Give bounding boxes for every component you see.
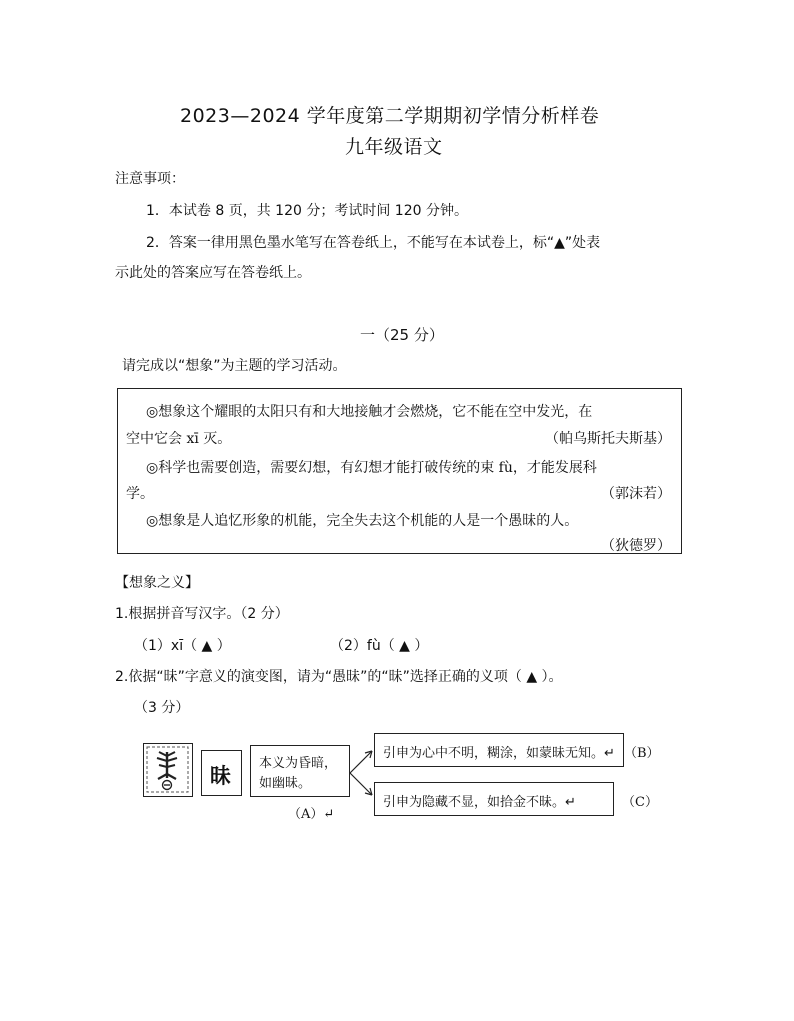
branch-b-text: 引申为心中不明，糊涂，如蒙昧无知。↵ bbox=[383, 746, 615, 761]
part-title: 【想象之义】 bbox=[115, 575, 199, 591]
exam-subtitle: 九年级语文 bbox=[345, 136, 443, 158]
notice-item-2-line1: 2．答案一律用黑色墨水笔写在答卷纸上，不能写在本试卷上，标“▲”处表 bbox=[146, 235, 601, 251]
branch-c-text: 引申为隐藏不显，如拾金不昧。↵ bbox=[383, 795, 576, 810]
question-1: 1.根据拼音写汉字。（2 分） bbox=[115, 606, 289, 622]
quote-1-author: （帕乌斯托夫斯基） bbox=[545, 431, 671, 447]
quote-1-line2: 空中它会 xī 灭。 bbox=[126, 431, 232, 447]
question-2: 2.依据“昧”字意义的演变图，请为“愚昧”的“昧”选择正确的义项（ ▲ ）。 bbox=[115, 669, 563, 685]
modern-char: 昧 bbox=[210, 764, 231, 788]
quote-1-line1: ◎想象这个耀眼的太阳只有和大地接触才会燃烧，它不能在空中发光，在 bbox=[146, 404, 593, 420]
question-1-blank-1: （1）xī（ ▲ ） bbox=[134, 638, 231, 654]
branch-b-box bbox=[374, 733, 624, 767]
branch-c-label: （C） bbox=[622, 795, 658, 810]
section-heading: 一（25 分） bbox=[360, 326, 444, 344]
branch-b-label: （B） bbox=[624, 746, 660, 761]
origin-meaning-box bbox=[250, 745, 350, 797]
origin-label: （A）↵ bbox=[288, 807, 335, 822]
branch-c-box bbox=[374, 782, 614, 816]
quote-3-author: （狄德罗） bbox=[601, 538, 671, 554]
origin-meaning-line1: 本义为昏暗， bbox=[259, 756, 338, 771]
ancient-glyph-icon bbox=[144, 744, 191, 795]
modern-char-box bbox=[201, 750, 242, 796]
question-2-score: （3 分） bbox=[134, 700, 190, 716]
quote-box bbox=[117, 388, 682, 554]
ancient-glyph-box bbox=[143, 743, 193, 797]
quote-2-line1: ◎科学也需要创造，需要幻想，有幻想才能打破传统的束 fù，才能发展科 bbox=[146, 460, 597, 476]
quote-3-line1: ◎想象是人追忆形象的机能，完全失去这个机能的人是一个愚昧的人。 bbox=[146, 513, 579, 529]
origin-meaning-line2: 如幽昧。 bbox=[259, 776, 312, 791]
quote-2-line2: 学。 bbox=[126, 486, 154, 502]
notice-heading: 注意事项： bbox=[115, 171, 185, 187]
section-intro: 请完成以“想象”为主题的学习活动。 bbox=[122, 358, 347, 374]
notice-item-2-line2: 示此处的答案应写在答卷纸上。 bbox=[115, 265, 311, 281]
notice-item-1: 1．本试卷 8 页，共 120 分；考试时间 120 分钟。 bbox=[146, 203, 468, 219]
question-1-blank-2: （2）fù（ ▲ ） bbox=[330, 638, 429, 654]
exam-title: 2023—2024 学年度第二学期期初学情分析样卷 bbox=[180, 105, 600, 127]
quote-2-author: （郭沫若） bbox=[601, 486, 671, 502]
